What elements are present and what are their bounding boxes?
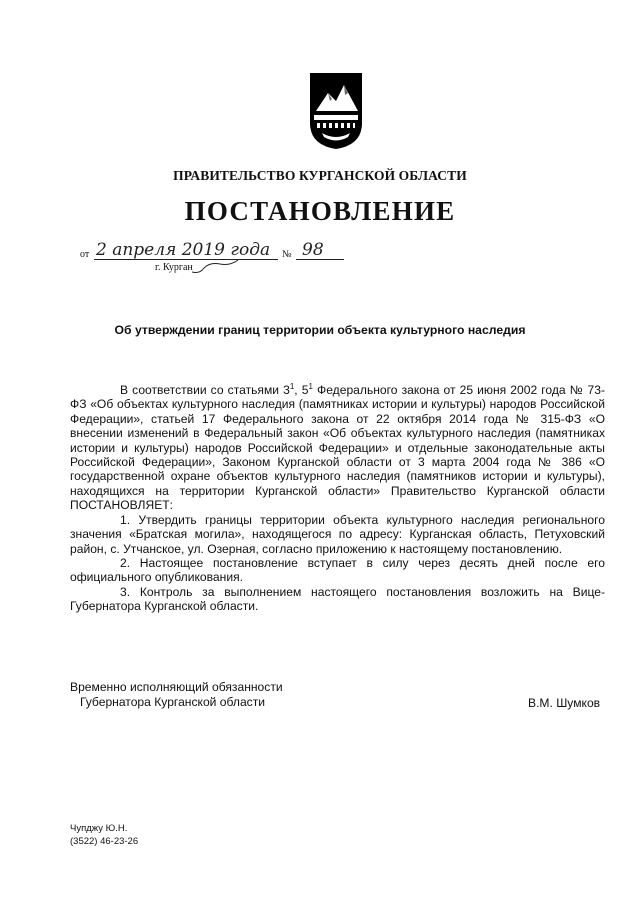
signatory-position bbox=[70, 680, 283, 709]
document-body bbox=[70, 380, 605, 614]
government-title: ПРАВИТЕЛЬСТВО КУРГАНСКОЙ ОБЛАСТИ bbox=[173, 168, 467, 183]
position-line-1: Временно исполняющий обязанности bbox=[70, 680, 283, 694]
date-from-label: от bbox=[80, 249, 90, 260]
executor-phone: (3522) 46-23-26 bbox=[70, 836, 139, 847]
body-paragraph-item-2: 2. Настоящее постановление вступает в силу через десять дней после его официального опубликования. bbox=[70, 555, 605, 585]
coat-of-arms-icon bbox=[308, 71, 364, 151]
handwritten-date: 2 апреля 2019 года bbox=[96, 240, 271, 260]
document-subject: Об утверждении границ территории объекта культурного наследия bbox=[114, 323, 526, 337]
body-paragraph-item-1: 1. Утвердить границы территории объекта культурного наследия регионального значения «Братская могила», находящегося по адресу: Курганская область, Петуховский район, с. Утчанское, ул. Озерная, согласно приложению к настоящему постановлению. bbox=[70, 512, 605, 556]
body-paragraph-item-3: 3. Контроль за выполнением настоящего постановления возложить на Вице-Губернатора Курганской области. bbox=[70, 584, 605, 614]
city-label: г. Курган bbox=[155, 262, 193, 273]
position-line-2: Губернатора Курганской области bbox=[80, 694, 266, 709]
document-type: ПОСТАНОВЛЕНИЕ bbox=[184, 196, 456, 226]
executor-name: Чупджу Ю.Н. bbox=[70, 823, 128, 834]
signatory-name: В.М. Шумков bbox=[528, 696, 601, 710]
number-label: № bbox=[282, 249, 292, 260]
handwritten-number: 98 bbox=[302, 240, 324, 260]
body-paragraph-preamble: В соответствии со статьями $3^1$, $5^1$ Федерального закона от 25 июня 2002 года № 73-ФЗ «Об объектах культурного наследия (памятниках истории и культуры) народов Российской Федерации», статьей 17 Федерального закона от 22 октября 2014 года № 315-ФЗ «О внесении изменений в Федеральный закон «Об объектах культурного наследия (памятниках истории и культуры) народов Российской Федерации» и отдельные законодательные акты Российской Федерации», Законом Курганской области от 3 марта 2004 года № 386 «О государственной охране объектов культурного наследия (памятников истории и культуры), находящихся на территории Курганской области» Правительство Курганской области ПОСТАНОВЛЯЕТ: bbox=[70, 382, 605, 513]
executor-info bbox=[70, 822, 138, 848]
superscript: 1 bbox=[308, 382, 313, 391]
superscript: 1 bbox=[289, 382, 295, 391]
